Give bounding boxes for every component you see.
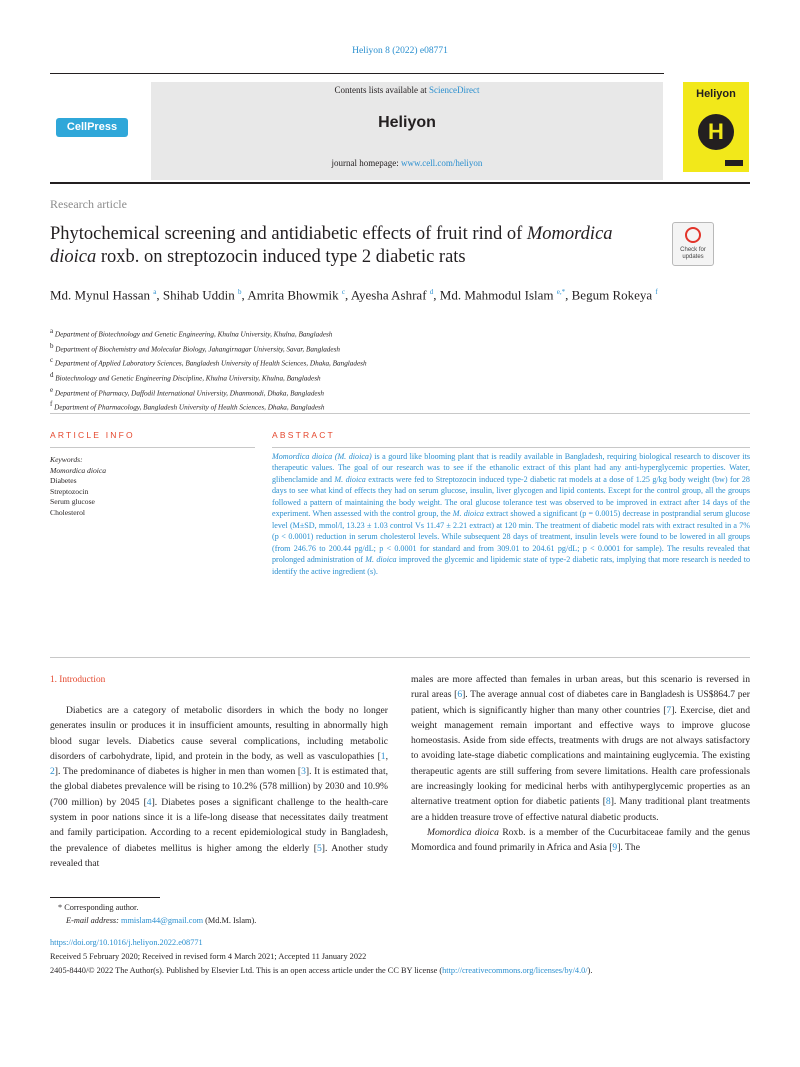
cover-title: Heliyon: [696, 88, 736, 100]
author-affiliation-marker[interactable]: e,*: [556, 288, 566, 296]
abstract-segment: improved the glycemic and lipidemic state of type-2 diabetic rats, implying that more research is needed to identify the active ingredient (s).: [272, 555, 750, 576]
title-species: Momordica dioica: [50, 224, 613, 267]
author-name: Amrita Bhowmik: [247, 287, 339, 303]
affiliation-item: [50, 355, 750, 370]
journal-cover-image[interactable]: [683, 82, 749, 172]
affiliation-item: [50, 385, 750, 400]
affiliation-marker: a: [50, 327, 54, 335]
text-run: ]. Many traditional plant treatments are a hidden treasure trove of effective natural diabetic products.: [411, 796, 751, 823]
text-run: ]. It is estimated that, the global diabetes prevalence will be rising to 10.2% (578 million) by 2030 and 10.9% (700 million) by 2045 [: [50, 766, 389, 808]
title-text-end: roxb. on streptozocin induced type 2 diabetic rats: [96, 247, 466, 267]
affiliation-rule: [50, 413, 750, 414]
abstract-segment: is a gourd like blooming plant that is readily available in Bangladesh, requiring biological research to discover its therapeutic values. The goal of our research was to see if the ethanolic extract of this plant had any anti-hyperglycemic properties. Water, glibenclamide and: [272, 452, 751, 484]
text-run: ]. The predominance of diabetes is higher in men than women [: [54, 766, 302, 778]
corresponding-label: * Corresponding author.: [58, 903, 139, 912]
keyword-item: Momordica dioica: [50, 465, 107, 475]
affiliation-item: [50, 341, 750, 356]
abstract-species: M. dioica: [365, 555, 397, 565]
text-run: ]. Another study revealed that: [50, 842, 388, 869]
email-label: E-mail address:: [66, 916, 121, 925]
introduction-left-column: [50, 703, 388, 871]
header-bottom-rule: [50, 182, 750, 184]
check-updates-icon: [685, 227, 701, 243]
abstract-segment: extracts were fed to Streptozocin induced type-2 diabetic rat models at a dose of 1.25 g/kg body weight (bw) for 28 days to see what kind of effects they had on serum glucose, insulin, liver glycogen and lipid contents. Except for the control group, all the groups followed a pattern of maintaining the body weight. The oral glucose tolerance test was observed to be improved in extract after 14 days of the experiment. When assessed with the control group, the: [272, 474, 750, 519]
license-line: [50, 966, 592, 975]
license-suffix: ).: [587, 966, 593, 975]
journal-name: Heliyon: [378, 114, 436, 131]
keyword-item: Cholesterol: [50, 507, 86, 517]
title-text: Phytochemical screening and antidiabetic effects of fruit rind of: [50, 224, 527, 244]
text-run: ]. Exercise, diet and weight management remain important and effective ways to improve glucose homeostasis. Aside from side effects, treatments with drugs are not always satisfactory to avoiding late-stage diabetic complications and maintaining euglycemia. The existing therapeutic agents are still suffering from severe limitations. Health care professionals are increasingly looking for medicinal herbs with antihyperglycemic properties as an alternative treatment option for diabetic patients [: [411, 704, 750, 808]
journal-homepage-line: [151, 158, 663, 168]
author-affiliation-marker[interactable]: b: [238, 288, 242, 296]
text-run: ]. Diabetes poses a significant challenge to the health-care system in poor nations since it is a life-long disease that necessitates daily treatment and family participation. According to a recent epidemiological study in Bangladesh, the prevalence of diabetes mellitus is higher among the elderly [: [50, 796, 388, 854]
citation-link[interactable]: 2: [50, 766, 55, 778]
text-run: Roxb. is a member of the Cucurbitaceae family and the genus Momordica and found primarily in Africa and Asia [: [411, 826, 750, 854]
citation-link[interactable]: 9: [612, 842, 618, 854]
author-affiliation-marker[interactable]: a: [153, 288, 157, 296]
header-top-rule: [50, 73, 664, 74]
author-email-link[interactable]: mmislam44@gmail.com: [121, 916, 204, 925]
contents-prefix: Contents lists available at: [334, 85, 429, 95]
affiliation-item: [50, 326, 750, 341]
citation-link[interactable]: 4: [146, 796, 152, 808]
cover-publisher-mark: [725, 160, 743, 166]
author-name: Md. Mahmodul Islam: [439, 287, 554, 303]
affiliation-text: Biotechnology and Genetic Engineering Discipline, Khulna University, Khulna, Bangladesh: [55, 374, 321, 383]
footnote-rule: [50, 897, 160, 898]
text-run: ]. The: [617, 842, 640, 854]
citation-link[interactable]: 3: [301, 766, 306, 778]
affiliation-item: [50, 370, 750, 385]
article-title: [50, 223, 660, 269]
text-run: Diabetics are a category of metabolic disorders in which the body no longer generates insulin or produces it in insufficient amounts, resulting in abnormally high blood sugar levels. Diabetics cause several complications, including metabolic disorders of carbohydrate, lipid, and protein in the body, as well as vasculopathies [: [50, 705, 388, 762]
homepage-prefix: journal homepage:: [331, 158, 402, 168]
cover-logo-circle: H: [698, 114, 734, 150]
keyword-item: Serum glucose: [50, 497, 95, 507]
text-run: ]. The average annual cost of diabetes care in Bangladesh is US$864.7 per patient, which is significantly higher than many other countries [: [411, 689, 750, 716]
author-affiliation-marker[interactable]: d: [429, 288, 434, 296]
citation-link[interactable]: 7: [666, 704, 672, 716]
affiliation-marker: f: [50, 400, 53, 409]
abstract-text: [272, 451, 750, 577]
abstract-heading: ABSTRACT: [272, 430, 335, 440]
species-name: Momordica dioica: [427, 826, 499, 838]
cellpress-logo[interactable]: CellPress: [56, 118, 128, 137]
affiliation-list: [50, 326, 750, 414]
text-run: males are more affected than females in urban areas, but this scenario is reversed in rural areas [: [411, 674, 750, 701]
check-updates-label: Check for updates: [680, 247, 706, 260]
email-suffix: (Md.M. Islam).: [203, 916, 257, 925]
keyword-list: [50, 466, 250, 519]
intro-paragraph-2: [411, 672, 750, 825]
citation-link[interactable]: 8: [605, 796, 611, 808]
abstract-species: M. dioica: [452, 509, 484, 519]
affiliation-marker: c: [50, 356, 54, 365]
intro-paragraph-3: [411, 825, 750, 856]
citation-link[interactable]: 6: [457, 689, 463, 701]
author-affiliation-marker[interactable]: f: [655, 288, 658, 296]
affiliation-item: [50, 399, 750, 414]
introduction-right-column: [411, 672, 750, 856]
affiliation-text: Department of Pharmacology, Bangladesh University of Health Sciences, Dhaka, Bangladesh: [54, 403, 325, 412]
affiliation-marker: b: [50, 341, 54, 350]
article-type: Research article: [50, 197, 127, 211]
citation-link[interactable]: 5: [316, 842, 322, 854]
affiliation-text: Department of Applied Laboratory Sciences, Bangladesh University of Health Sciences, Dhaka, Bangladesh: [54, 359, 367, 368]
author-affiliation-marker[interactable]: c: [341, 288, 346, 296]
abstract-segment: extract showed a significant (p = 0.0015) decrease in postprandial serum glucose level (M±SD, mmol/l, 13.23 ± 1.03 control Vs 11.47 ± 2.21 extract) at 120 min. The treatment of diabetic model rats with extract resulted in a 7% (p < 0.0001) reduction in serum cholesterol levels. While subsequent 28 days of treatment, insulin levels were found to be lowered in all groups (from 246.76 to 200.44 pg/dL; p < 0.0001 for standard and from 309.01 to 204.61 pg/dL; p < 0.0001 for sample). The results revealed that prolonged administration of: [272, 509, 750, 565]
text-run: ,: [385, 750, 388, 762]
introduction-heading: 1. Introduction: [50, 675, 106, 685]
corresponding-author-footnote: [58, 901, 256, 927]
citation-link[interactable]: 1: [380, 750, 386, 762]
affiliation-text: Department of Biotechnology and Genetic Engineering, Khulna University, Khulna, Bangladesh: [54, 330, 333, 339]
abstract-bottom-rule: [50, 657, 750, 658]
journal-homepage-link[interactable]: www.cell.com/heliyon: [401, 158, 483, 168]
keywords-label: Keywords:: [50, 455, 83, 464]
abstract-species: Momordica dioica (M. dioica): [272, 452, 372, 461]
affiliation-marker: d: [50, 371, 54, 380]
author-name: Shihab Uddin: [162, 287, 235, 303]
affiliation-text: Department of Biochemistry and Molecular Biology, Jahangirnagar University, Savar, Bangladesh: [55, 345, 340, 354]
keyword-item: Streptozocin: [50, 486, 89, 496]
article-info-heading: ARTICLE INFO: [50, 430, 135, 440]
journal-citation-link[interactable]: Heliyon 8 (2022) e08771: [352, 46, 448, 56]
doi-link[interactable]: https://doi.org/10.1016/j.heliyon.2022.e08771: [50, 938, 203, 947]
license-text: 2405-8440/© 2022 The Author(s). Published by Elsevier Ltd. This is an open access article under the CC BY license (: [50, 966, 443, 975]
keywords-block: [50, 455, 250, 519]
author-name: Ayesha Ashraf: [350, 287, 427, 303]
author-name: Begum Rokeya: [571, 287, 653, 303]
author-name: Md. Mynul Hassan: [50, 287, 151, 303]
article-info-rule: [50, 447, 255, 448]
affiliation-text: Department of Pharmacy, Daffodil International University, Dhanmondi, Dhaka, Bangladesh: [54, 389, 325, 398]
abstract-rule: [272, 447, 750, 448]
sciencedirect-link[interactable]: ScienceDirect: [429, 85, 480, 95]
license-link[interactable]: http://creativecommons.org/licenses/by/4.0/: [442, 966, 588, 975]
intro-paragraph-1: [50, 703, 388, 871]
keyword-item: Diabetes: [50, 476, 77, 486]
affiliation-marker: e: [50, 385, 54, 394]
author-list: Md. Mynul Hassan $^a$, Shihab Uddin $^b$, Amrita Bhowmik $^c$, Ayesha Ashraf $^d$, Md. Mahmodul Islam $^{e,*}$, Begum Rokeya $^f$: [50, 287, 658, 303]
abstract-species: M. dioica: [334, 474, 366, 484]
check-for-updates-badge[interactable]: [672, 222, 714, 266]
received-dates: Received 5 February 2020; Received in revised form 4 March 2021; Accepted 11 January 2022: [50, 952, 367, 961]
contents-available-line: [151, 85, 663, 95]
